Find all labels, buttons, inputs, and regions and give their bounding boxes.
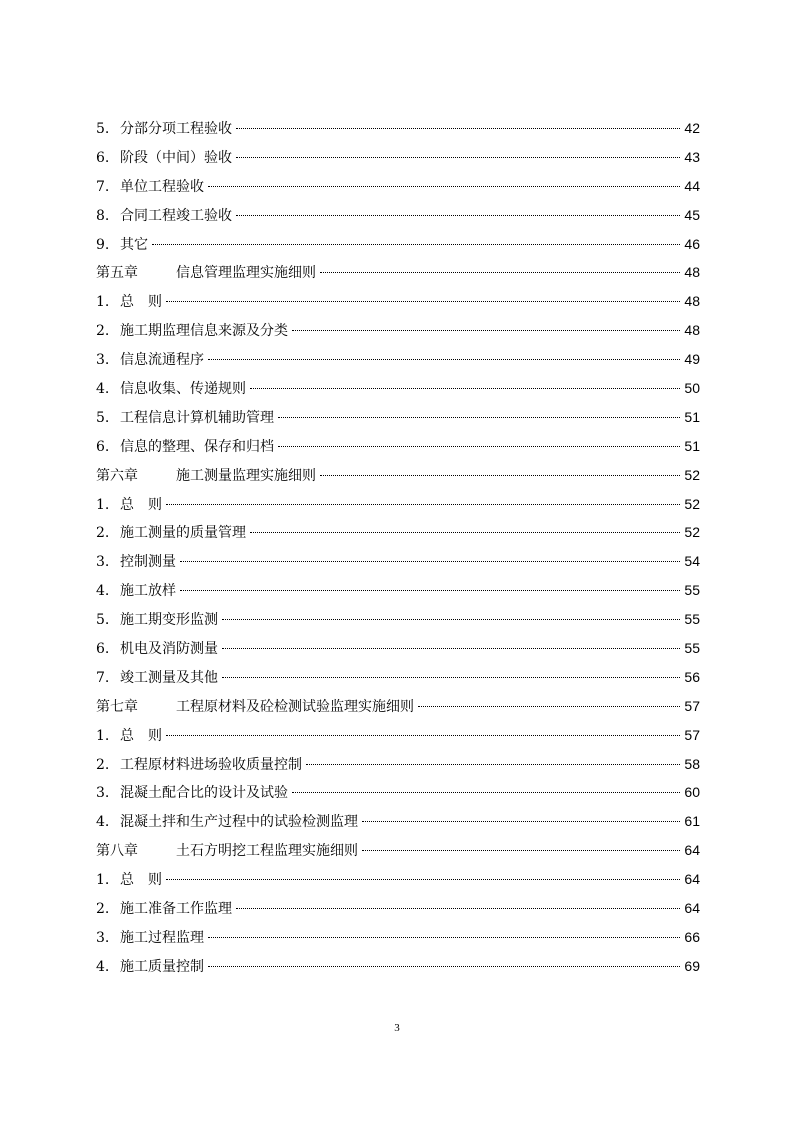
toc-entry-number: 1. [96, 727, 110, 744]
toc-entry-text: 混凝土配合比的设计及试验 [120, 785, 288, 802]
page-number: 3 [394, 1022, 400, 1034]
toc-entry[interactable] [96, 923, 700, 952]
toc-entry-number: 7. [96, 669, 110, 686]
dot-leader [236, 128, 680, 129]
toc-entry-text: 土石方明挖工程监理实施细则 [176, 843, 358, 860]
toc-entry-title [96, 751, 302, 780]
toc-entry-title [96, 693, 414, 722]
toc-entry-number: 6. [96, 438, 110, 455]
toc-entry[interactable] [96, 663, 700, 692]
toc-entry-title [96, 577, 176, 606]
toc-entry-number: 8. [96, 207, 110, 224]
toc-entry-number: 第七章 [96, 698, 138, 715]
toc-entry-number: 5. [96, 612, 110, 629]
toc-entry-text: 总 则 [120, 496, 162, 513]
toc-entry-number: 4. [96, 958, 110, 975]
toc-entry-number: 3. [96, 929, 110, 946]
toc-entry-number: 3. [96, 554, 110, 571]
toc-entry-page: 55 [684, 582, 700, 599]
dot-leader [222, 619, 680, 620]
toc-entry-page: 54 [684, 553, 700, 570]
toc-entry[interactable] [96, 721, 700, 750]
table-of-contents [96, 114, 700, 981]
toc-entry-page: 44 [684, 177, 700, 194]
toc-entry-text: 信息管理监理实施细则 [176, 265, 316, 282]
toc-entry-title [96, 173, 204, 202]
toc-entry-text: 施工期变形监测 [120, 612, 218, 629]
toc-entry[interactable] [96, 403, 700, 432]
toc-entry[interactable] [96, 894, 700, 923]
toc-entry-page: 50 [684, 380, 700, 397]
toc-entry-number: 2. [96, 901, 110, 918]
toc-entry-title [96, 433, 274, 462]
toc-entry-title [96, 491, 162, 520]
toc-entry-page: 61 [684, 813, 700, 830]
toc-entry-page: 45 [684, 206, 700, 223]
toc-entry-text: 控制测量 [120, 554, 176, 571]
toc-entry-title [96, 115, 232, 144]
toc-entry[interactable] [96, 287, 700, 316]
toc-entry-text: 总 则 [120, 294, 162, 311]
toc-entry-text: 阶段（中间）验收 [120, 149, 232, 166]
dot-leader [320, 475, 680, 476]
toc-entry-page: 46 [684, 235, 700, 252]
toc-entry-title [96, 462, 316, 491]
toc-entry-text: 施工过程监理 [120, 929, 204, 946]
dot-leader [236, 908, 680, 909]
toc-entry[interactable] [96, 576, 700, 605]
toc-entry-page: 57 [684, 697, 700, 714]
toc-entry-page: 51 [684, 408, 700, 425]
toc-chapter-entry[interactable] [96, 461, 700, 490]
toc-entry-title [96, 722, 162, 751]
toc-entry[interactable] [96, 547, 700, 576]
toc-chapter-entry[interactable] [96, 258, 700, 287]
toc-entry-text: 信息的整理、保存和归档 [120, 438, 274, 455]
dot-leader [208, 937, 680, 938]
toc-entry-title [96, 231, 148, 260]
toc-entry-page: 51 [684, 437, 700, 454]
toc-entry-text: 施工准备工作监理 [120, 901, 232, 918]
dot-leader [236, 215, 680, 216]
toc-entry-title [96, 375, 246, 404]
toc-entry-page: 58 [684, 755, 700, 772]
dot-leader [306, 764, 680, 765]
dot-leader [362, 821, 680, 822]
toc-entry-text: 单位工程验收 [120, 178, 204, 195]
dot-leader [208, 359, 680, 360]
dot-leader [278, 417, 680, 418]
toc-entry-page: 56 [684, 668, 700, 685]
toc-entry-text: 机电及消防测量 [120, 641, 218, 658]
toc-entry-number: 9. [96, 236, 110, 253]
toc-entry-text: 施工放样 [120, 583, 176, 600]
toc-entry-title [96, 202, 232, 231]
toc-entry-number: 2. [96, 756, 110, 773]
toc-entry-title [96, 288, 162, 317]
dot-leader [418, 706, 680, 707]
toc-entry-number: 6. [96, 641, 110, 658]
dot-leader [250, 532, 680, 533]
toc-entry-title [96, 259, 316, 288]
toc-entry-text: 其它 [120, 236, 148, 253]
toc-entry-number: 5. [96, 121, 110, 137]
dot-leader [236, 157, 680, 158]
toc-entry-title [96, 144, 232, 173]
toc-entry[interactable] [96, 230, 700, 259]
toc-entry-title [96, 837, 358, 866]
toc-entry-number: 1. [96, 872, 110, 889]
toc-entry-text: 总 则 [120, 727, 162, 744]
dot-leader [278, 446, 680, 447]
toc-entry[interactable] [96, 114, 700, 143]
toc-entry-number: 6. [96, 149, 110, 166]
dot-leader [166, 735, 680, 736]
toc-entry-page: 57 [684, 726, 700, 743]
toc-entry-text: 总 则 [120, 872, 162, 889]
toc-entry-number: 第八章 [96, 843, 138, 860]
toc-entry-text: 施工测量的质量管理 [120, 525, 246, 542]
toc-entry-title [96, 317, 288, 346]
dot-leader [166, 301, 680, 302]
toc-entry-number: 5. [96, 409, 110, 426]
toc-entry-number: 4. [96, 814, 110, 831]
toc-entry-text: 信息流通程序 [120, 352, 204, 369]
toc-entry-text: 施工期监理信息来源及分类 [120, 323, 288, 340]
toc-entry-text: 合同工程竣工验收 [120, 207, 232, 224]
toc-entry[interactable] [96, 143, 700, 172]
toc-entry[interactable] [96, 432, 700, 461]
toc-entry-text: 工程原材料及砼检测试验监理实施细则 [176, 698, 414, 715]
toc-entry-page: 43 [684, 148, 700, 165]
toc-entry-page: 60 [684, 784, 700, 801]
toc-entry-number: 2. [96, 525, 110, 542]
toc-entry-number: 7. [96, 178, 110, 195]
toc-entry-text: 施工质量控制 [120, 958, 204, 975]
dot-leader [208, 186, 680, 187]
dot-leader [222, 648, 680, 649]
toc-entry-page: 64 [684, 842, 700, 859]
toc-chapter-entry[interactable] [96, 692, 700, 721]
toc-entry-text: 信息收集、传递规则 [120, 381, 246, 398]
toc-entry-number: 1. [96, 496, 110, 513]
dot-leader [180, 561, 680, 562]
toc-entry-number: 第五章 [96, 265, 138, 282]
toc-entry-number: 1. [96, 294, 110, 311]
toc-entry[interactable] [96, 778, 700, 807]
toc-entry-page: 55 [684, 640, 700, 657]
dot-leader [222, 677, 680, 678]
toc-entry-number: 3. [96, 352, 110, 369]
dot-leader [180, 590, 680, 591]
toc-entry-text: 竣工测量及其他 [120, 669, 218, 686]
toc-entry-text: 工程信息计算机辅助管理 [120, 409, 274, 426]
toc-entry-number: 4. [96, 381, 110, 398]
dot-leader [250, 388, 680, 389]
toc-entry[interactable] [96, 750, 700, 779]
toc-entry-title [96, 664, 218, 693]
dot-leader [208, 966, 680, 967]
toc-entry-title [96, 548, 176, 577]
toc-entry[interactable] [96, 518, 700, 547]
toc-entry-page: 69 [684, 957, 700, 974]
toc-entry-title [96, 779, 288, 808]
toc-entry-text: 分部分项工程验收 [120, 121, 232, 137]
toc-entry-page: 64 [684, 871, 700, 888]
toc-entry[interactable] [96, 201, 700, 230]
toc-entry-title [96, 606, 218, 635]
toc-entry[interactable] [96, 490, 700, 519]
toc-entry[interactable] [96, 172, 700, 201]
toc-entry-title [96, 519, 246, 548]
toc-entry-title [96, 808, 358, 837]
toc-entry-page: 52 [684, 466, 700, 483]
toc-entry-page: 42 [684, 120, 700, 136]
toc-chapter-entry[interactable] [96, 836, 700, 865]
toc-entry-text: 施工测量监理实施细则 [176, 467, 316, 484]
dot-leader [152, 244, 680, 245]
dot-leader [320, 272, 680, 273]
toc-entry[interactable] [96, 865, 700, 894]
toc-entry-page: 49 [684, 351, 700, 368]
toc-entry[interactable] [96, 316, 700, 345]
toc-entry-number: 3. [96, 785, 110, 802]
dot-leader [166, 879, 680, 880]
toc-entry-page: 52 [684, 495, 700, 512]
toc-entry-title [96, 404, 274, 433]
toc-entry-title [96, 635, 218, 664]
toc-entry-number: 4. [96, 583, 110, 600]
toc-entry-page: 52 [684, 524, 700, 541]
toc-entry-title [96, 924, 204, 953]
toc-entry-page: 55 [684, 611, 700, 628]
toc-entry-title [96, 895, 232, 924]
toc-entry[interactable] [96, 345, 700, 374]
dot-leader [292, 792, 680, 793]
toc-entry-page: 64 [684, 900, 700, 917]
toc-entry[interactable] [96, 952, 700, 981]
toc-entry-page: 48 [684, 322, 700, 339]
toc-entry[interactable] [96, 634, 700, 663]
toc-entry[interactable] [96, 374, 700, 403]
dot-leader [166, 504, 680, 505]
toc-entry-text: 工程原材料进场验收质量控制 [120, 756, 302, 773]
dot-leader [292, 330, 680, 331]
toc-entry-title [96, 953, 204, 982]
toc-entry-title [96, 346, 204, 375]
toc-entry[interactable] [96, 605, 700, 634]
toc-entry-page: 66 [684, 928, 700, 945]
toc-entry-number: 2. [96, 323, 110, 340]
toc-entry-title [96, 866, 162, 895]
toc-entry-text: 混凝土拌和生产过程中的试验检测监理 [120, 814, 358, 831]
toc-entry[interactable] [96, 807, 700, 836]
toc-entry-number: 第六章 [96, 467, 138, 484]
toc-entry-page: 48 [684, 264, 700, 281]
toc-entry-page: 48 [684, 293, 700, 310]
dot-leader [362, 850, 680, 851]
